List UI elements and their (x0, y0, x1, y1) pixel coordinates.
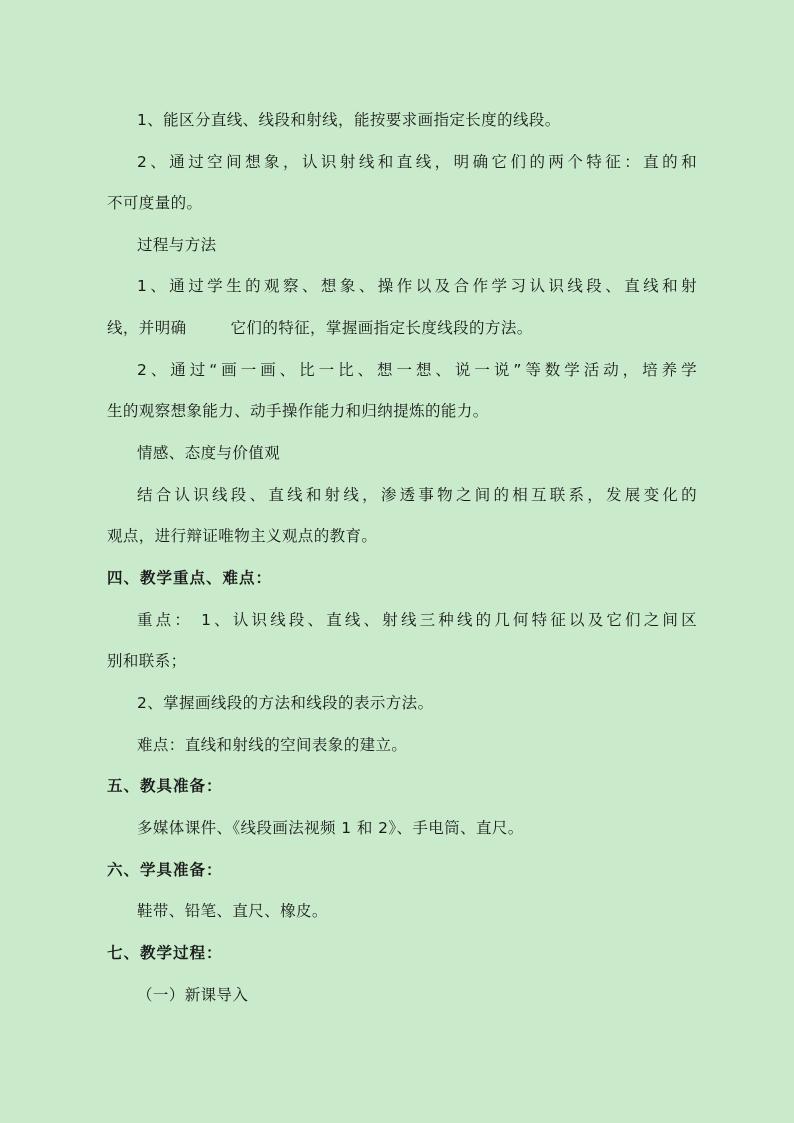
learning-aids-list: 鞋带、铅笔、直尺、橡皮。 (137, 902, 328, 920)
heading-learning-aids: 六、学具准备： (107, 861, 223, 879)
process-1-line-2-part-a: 线，并明确 (107, 319, 187, 337)
teaching-aids-list: 多媒体课件、《线段画法视频 1 和 2》、手电筒、直尺。 (137, 819, 524, 837)
process-2-line-1: 2、通过“画一画、比一比、想一想、说一说”等数学活动，培养学 (137, 361, 697, 379)
section-process-and-method: 过程与方法 (137, 236, 217, 254)
heading-teaching-aids: 五、教具准备： (107, 777, 223, 795)
objective-1: 1、能区分直线、线段和射线，能按要求画指定长度的线段。 (137, 111, 561, 129)
key-point-line-2: 别和联系； (107, 652, 187, 670)
heading-teaching-process: 七、教学过程： (107, 944, 223, 962)
key-point-line-1: 重点： 1、认识线段、直线、射线三种线的几何特征以及它们之间区 (137, 611, 697, 629)
process-1-line-2 (107, 318, 697, 338)
process-2-line-2: 生的观察想象能力、动手操作能力和归纳提炼的能力。 (107, 402, 489, 420)
objective-2-line-2: 不可度量的。 (107, 194, 203, 212)
subsection-new-lesson-intro: （一）新课导入 (137, 986, 249, 1004)
process-1-line-2-part-b: 它们的特征，掌握画指定长度线段的方法。 (230, 319, 533, 337)
heading-key-and-difficult-points: 四、教学重点、难点： (107, 569, 273, 587)
difficult-point: 难点：直线和射线的空间表象的建立。 (137, 736, 408, 754)
objective-2-line-1: 2、通过空间想象，认识射线和直线，明确它们的两个特征：直的和 (137, 153, 697, 171)
emotion-line-2: 观点，进行辩证唯物主义观点的教育。 (107, 527, 378, 545)
key-point-2: 2、掌握画线段的方法和线段的表示方法。 (137, 694, 434, 712)
process-1-line-1: 1、通过学生的观察、想象、操作以及合作学习认识线段、直线和射 (137, 277, 697, 295)
section-emotion-attitude-values: 情感、态度与价值观 (137, 444, 281, 462)
emotion-line-1: 结合认识线段、直线和射线，渗透事物之间的相互联系，发展变化的 (137, 486, 697, 504)
